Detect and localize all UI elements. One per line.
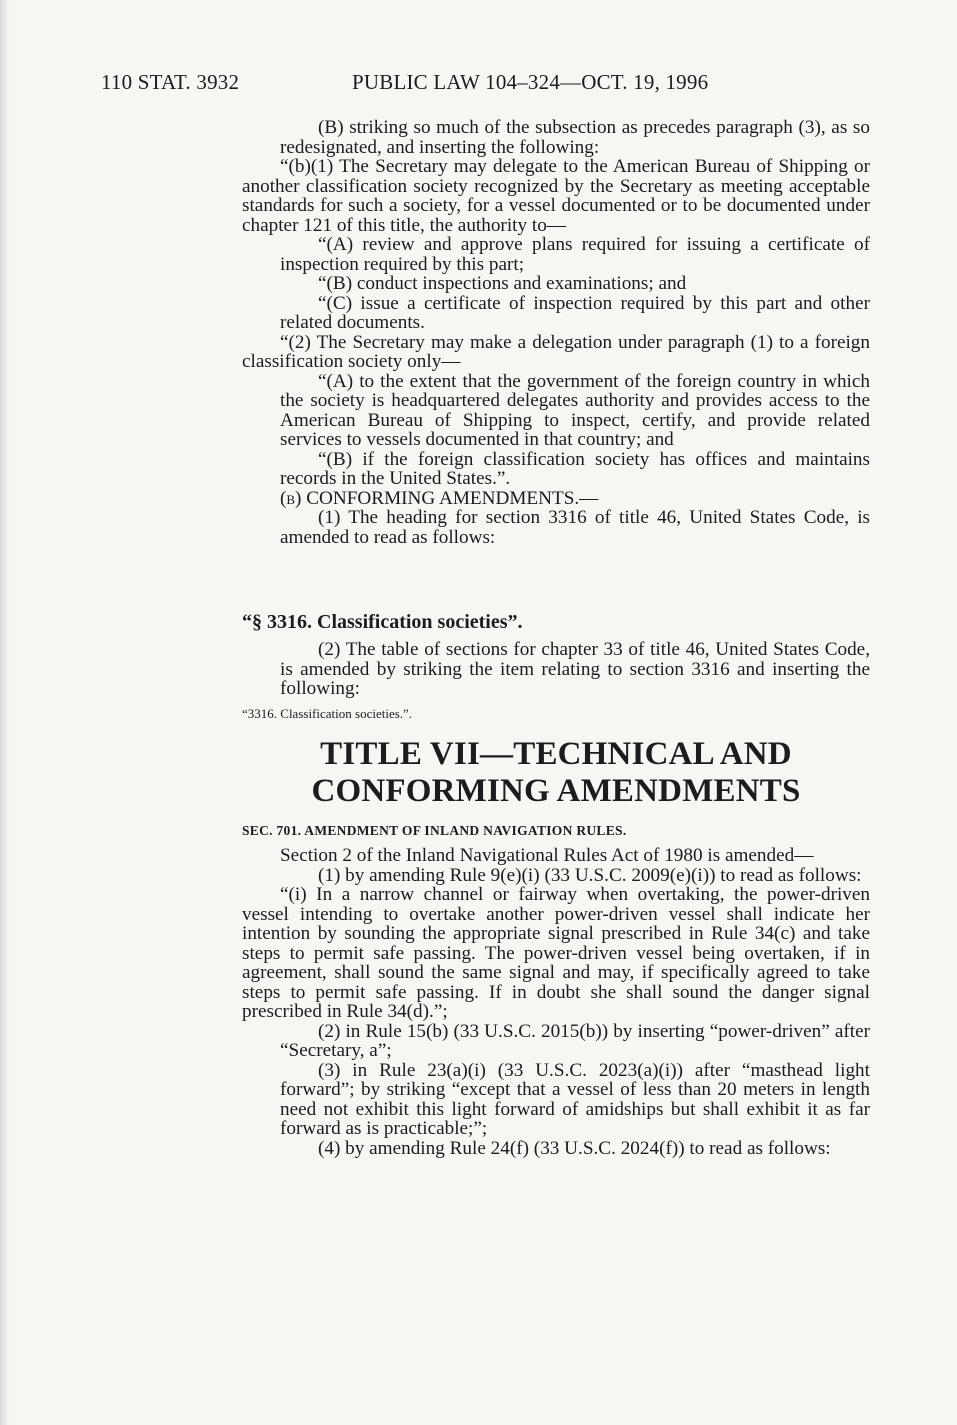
title-line-2: CONFORMING AMENDMENTS [311,773,801,809]
title-line-1: TITLE VII—TECHNICAL AND [320,736,792,772]
rule-9-text: “(i) In a narrow channel or fairway when overtaking, the power-driven vessel intending to overtake another power-driven vessel shall indicate her intention by sounding the appropriate signal prescribed in Rule 34(c) and take steps to permit safe passing. The power-driven vessel being overtaken, if in agreement, shall sound the same signal and may, if specifically agreed to take steps to permit safe passing. If in doubt she shall sound the danger signal prescribed in Rule 34(d).”; [242,884,870,1022]
subsection-b1: “(b)(1) The Secretary may delegate to the American Bureau of Shipping or another classification society recognized by the Secretary as meeting acceptable standards for such a society, for a vessel documented or to be documented under chapter 121 of this title, the authority to— [242,156,870,236]
page-reference: 110 STAT. 3932 [101,70,240,94]
conforming-amendments-heading: (b) CONFORMING AMENDMENTS.— [280,487,599,509]
sec-701-text [242,846,870,1158]
paragraph-2-foreign: “(2) The Secretary may make a delegation under paragraph (1) to a foreign classification society only— [242,331,870,372]
rule-9-amendment: (1) by amending Rule 9(e)(i) (33 U.S.C. 2009(e)(i)) to read as follows: [318,864,862,886]
table-entry-3316: “3316. Classification societies.”. [242,706,413,721]
clause-b-striking: (B) striking so much of the subsection as precedes paragraph (3), as so redesignated, and inserting the following: [280,117,870,158]
amendment-text-top [242,118,870,547]
section-3316-heading: “§ 3316. Classification societies”. [242,611,523,633]
amendment-1-heading: (1) The heading for section 3316 of title 46, United States Code, is amended to read as follows: [280,507,870,548]
amendment-2-block [242,640,870,699]
sec-701-heading: SEC. 701. AMENDMENT OF INLAND NAVIGATION RULES. [242,823,627,838]
clause-c-issue: “(C) issue a certificate of inspection required by this part and other related documents. [280,292,870,333]
rule-15-amendment: (2) in Rule 15(b) (33 U.S.C. 2015(b)) by inserting “power-driven” after “Secretary, a”; [280,1020,870,1061]
clause-a-extent: “(A) to the extent that the government of the foreign country in which the society is headquartered delegates authority and provides access to the American Bureau of Shipping to inspect, certify, and provide related services to vessels documented in that country; and [280,370,870,450]
clause-b-offices: “(B) if the foreign classification society has offices and maintains records in the United States.”. [280,448,870,489]
rule-23-amendment: (3) in Rule 23(a)(i) (33 U.S.C. 2023(a)(i)) after “masthead light forward”; by striking “except that a vessel of less than 20 meters in length need not exhibit this light forward of amidships but shall exhibit it as far forward as is practicable;”; [280,1059,870,1139]
scan-edge [0,0,10,1425]
title-vii-heading [242,736,870,810]
clause-a-review: “(A) review and approve plans required for issuing a certificate of inspection required by this part; [280,234,870,275]
amendment-2-table: (2) The table of sections for chapter 33 of title 46, United States Code, is amended by striking the item relating to section 3316 and inserting the following: [280,639,870,699]
section-2-intro: Section 2 of the Inland Navigational Rules Act of 1980 is amended— [280,845,814,866]
clause-b-conduct: “(B) conduct inspections and examinations; and [318,273,687,294]
rule-24-amendment: (4) by amending Rule 24(f) (33 U.S.C. 2024(f)) to read as follows: [318,1137,831,1159]
law-reference: PUBLIC LAW 104–324—OCT. 19, 1996 [352,70,709,94]
